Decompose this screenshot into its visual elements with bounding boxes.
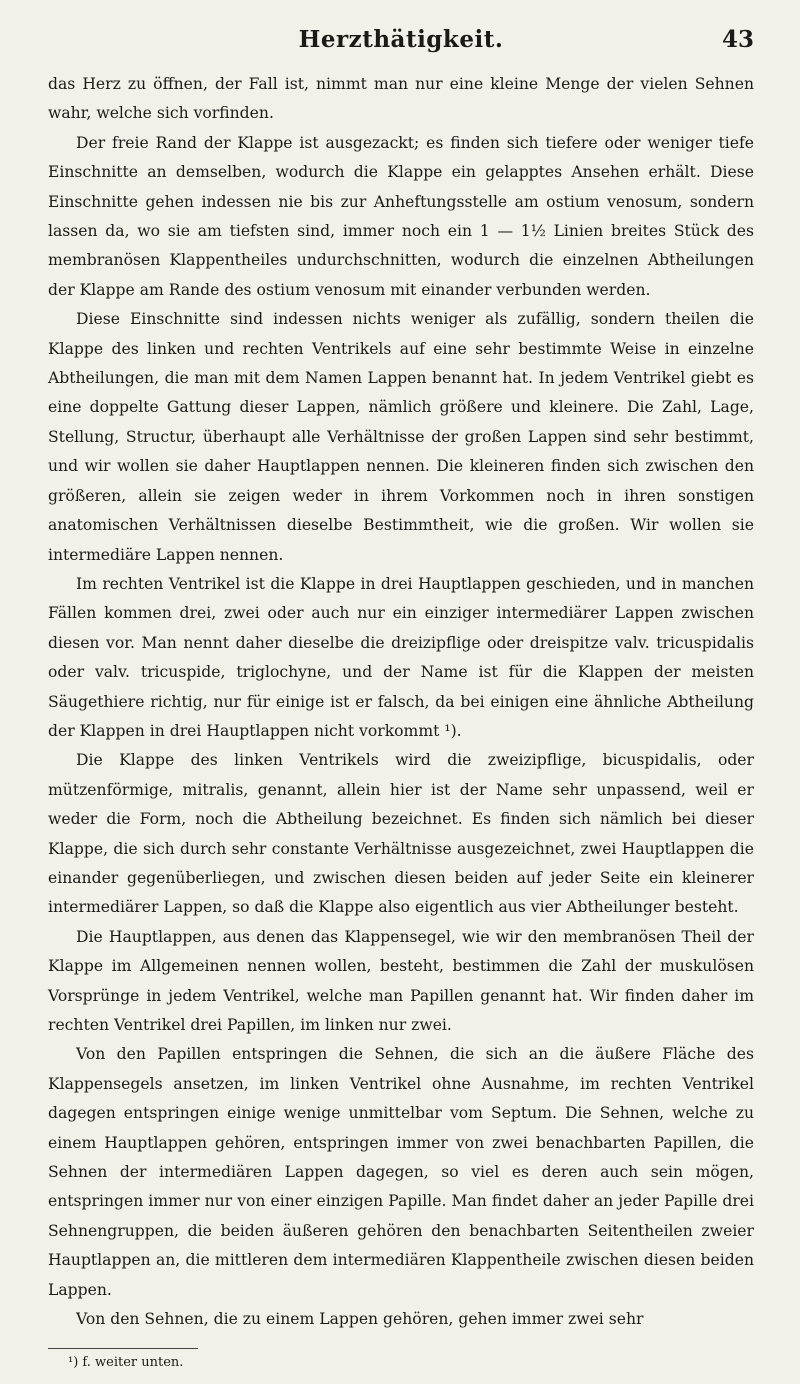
footnote: ¹) f. weiter unten. — [68, 1355, 184, 1371]
footnote-divider — [48, 1348, 198, 1349]
body-text — [48, 70, 754, 1334]
paragraph: Im rechten Ventrikel ist die Klappe in drei Hauptlappen geschieden, und in manchen Fällen kommen drei, zwei oder auch nur ein einziger intermediärer Lappen zwischen diesen vor. Man nennt daher dieselbe die dreizipflige oder dreispitze valv. tricuspidalis oder valv. tricuspide, triglochyne, und der Name ist für die Klappen der meisten Säugethiere richtig, nur für einige ist er falsch, da bei einigen eine ähnliche Abtheilung der Klappen in drei Hauptlappen nicht vorkommt ¹). — [48, 574, 754, 740]
book-page — [48, 22, 754, 1370]
paragraph: Der freie Rand der Klappe ist ausgezackt; es finden sich tiefere oder weniger tiefe Einschnitte an demselben, wodurch die Klappe ein gelapptes Ansehen erhält. Diese Einschnitte gehen indessen nie bis zur Anheftungsstelle am ostium venosum, sondern lassen da, wo sie am tiefsten sind, immer noch ein 1 — 1½ Linien breites Stück des membranösen Klappentheiles undurchschnitten, wodurch die einzelnen Abtheilungen der Klappe am Rande des ostium venosum mit einander verbunden werden. — [48, 133, 754, 299]
paragraph: Von den Sehnen, die zu einem Lappen gehören, gehen immer zwei sehr — [76, 1310, 644, 1329]
paragraph: Diese Einschnitte sind indessen nichts weniger als zufällig, sondern theilen die Klappe des linken und rechten Ventrikels auf eine sehr bestimmte Weise in einzelne Abtheilungen, die man mit dem Namen Lappen benannt hat. In jedem Ventrikel giebt es eine doppelte Gattung dieser Lappen, nämlich größere und kleinere. Die Zahl, Lage, Stellung, Structur, überhaupt alle Verhältnisse der großen Lappen sind sehr bestimmt, und wir wollen sie daher Hauptlappen nennen. Die kleineren finden sich zwischen den größeren, allein sie zeigen weder in ihrem Vorkommen noch in ihren sonstigen anatomischen Verhältnissen dieselbe Bestimmtheit, wie die großen. Wir wollen sie intermediäre Lappen nennen. — [48, 310, 754, 564]
page-header — [48, 22, 754, 62]
paragraph: das Herz zu öffnen, der Fall ist, nimmt man nur eine kleine Menge der vielen Sehnen wahr, welche sich vorfinden. — [48, 75, 754, 123]
paragraph: Die Klappe des linken Ventrikels wird die zweizipflige, bicuspidalis, oder mützenförmige, mitralis, genannt, allein hier ist der Name sehr unpassend, weil er weder die Form, noch die Abtheilung bezeichnet. Es finden sich nämlich bei dieser Klappe, die sich durch sehr constante Verhältnisse ausgezeichnet, zwei Hauptlappen die einander gegenüberliegen, und zwischen diesen beiden auf jeder Seite ein kleinerer intermediärer Lappen, so daß die Klappe also eigentlich aus vier Abtheilunger besteht. — [48, 751, 754, 917]
page-number: 43 — [721, 26, 754, 53]
running-title: Herzthätigkeit. — [298, 26, 504, 53]
paragraph: Von den Papillen entspringen die Sehnen, die sich an die äußere Fläche des Klappensegels ansetzen, im linken Ventrikel ohne Ausnahme, im rechten Ventrikel dagegen entspringen einige wenige unmittelbar vom Septum. Die Sehnen, welche zu einem Hauptlappen gehören, entspringen immer von zwei benachbarten Papillen, die Sehnen der intermediären Lappen dagegen, so viel es deren auch sein mögen, entspringen immer nur von einer einzigen Papille. Man findet daher an jeder Papille drei Sehnengruppen, die beiden äußeren gehören den benachbarten Seitentheilen zweier Hauptlappen an, die mittleren dem intermediären Klappentheile zwischen diesen beiden Lappen. — [48, 1045, 754, 1299]
paragraph: Die Hauptlappen, aus denen das Klappensegel, wie wir den membranösen Theil der Klappe im Allgemeinen nennen wollen, besteht, bestimmen die Zahl der muskulösen Vorsprünge in jedem Ventrikel, welche man Papillen genannt hat. Wir finden daher im rechten Ventrikel drei Papillen, im linken nur zwei. — [48, 927, 754, 1034]
